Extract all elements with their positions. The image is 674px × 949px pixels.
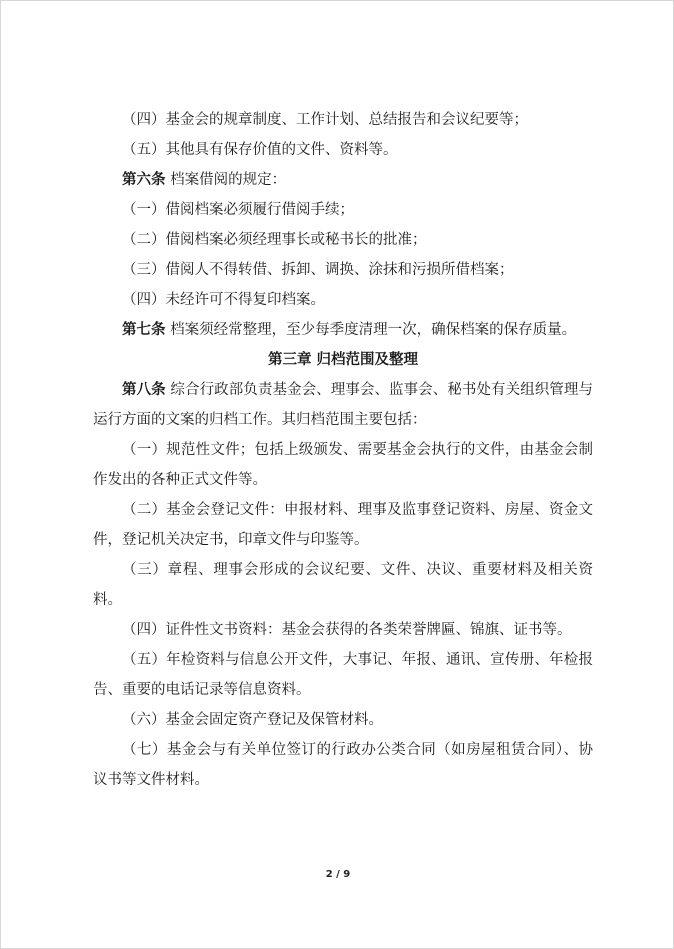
article-text: 档案借阅的规定： [165, 172, 287, 188]
list-item: （三）借阅人不得转借、拆卸、调换、涂抹和污损所借档案； [122, 262, 514, 278]
list-item: （三）章程、理事会形成的会议纪要、文件、决议、重要材料及相关资料。 [93, 562, 593, 608]
list-item: （二）借阅档案必须经理事长或秘书长的批准； [122, 232, 427, 248]
document-body [93, 105, 593, 795]
article-paragraph [93, 315, 593, 345]
list-item: （六）基金会固定资产登记及保管材料。 [122, 712, 383, 728]
page-number: 2 / 9 [325, 869, 351, 880]
article-label: 第七条 [122, 321, 166, 338]
list-item: （五）其他具有保存价值的文件、资料等。 [122, 142, 398, 158]
article-label: 第六条 [122, 171, 166, 188]
article-text: 综合行政部负责基金会、理事会、监事会、秘书处有关组织管理与运行方面的文案的归档工作。其归档范围主要包括： [93, 382, 594, 428]
list-item: （四）证件性文书资料：基金会获得的各类荣誉牌匾、锦旗、证书等。 [122, 622, 572, 638]
list-item: （五）年检资料与信息公开文件，大事记、年报、通讯、宣传册、年检报告、重要的电话记录等信息资料。 [93, 652, 593, 698]
list-item: （二）基金会登记文件：申报材料、理事及监事登记资料、房屋、资金文件，登记机关决定书，印章文件与印鉴等。 [93, 502, 593, 548]
article-paragraph [93, 375, 593, 435]
chapter-heading: 第三章 归档范围及整理 [267, 351, 419, 368]
list-item: （四）基金会的规章制度、工作计划、总结报告和会议纪要等； [122, 112, 528, 128]
article-text: 档案须经常整理，至少每季度清理一次，确保档案的保存质量。 [165, 322, 577, 338]
list-item: （七）基金会与有关单位签订的行政办公类合同（如房屋租赁合同）、协议书等文件材料。 [93, 742, 593, 788]
list-item: （一）借阅档案必须履行借阅手续； [122, 202, 354, 218]
article-paragraph [93, 165, 593, 195]
list-item: （一）规范性文件；包括上级颁发、需要基金会执行的文件，由基金会制作发出的各种正式文件等。 [93, 442, 593, 488]
list-item: （四）未经许可不得复印档案。 [122, 292, 325, 308]
article-label: 第八条 [122, 381, 166, 398]
